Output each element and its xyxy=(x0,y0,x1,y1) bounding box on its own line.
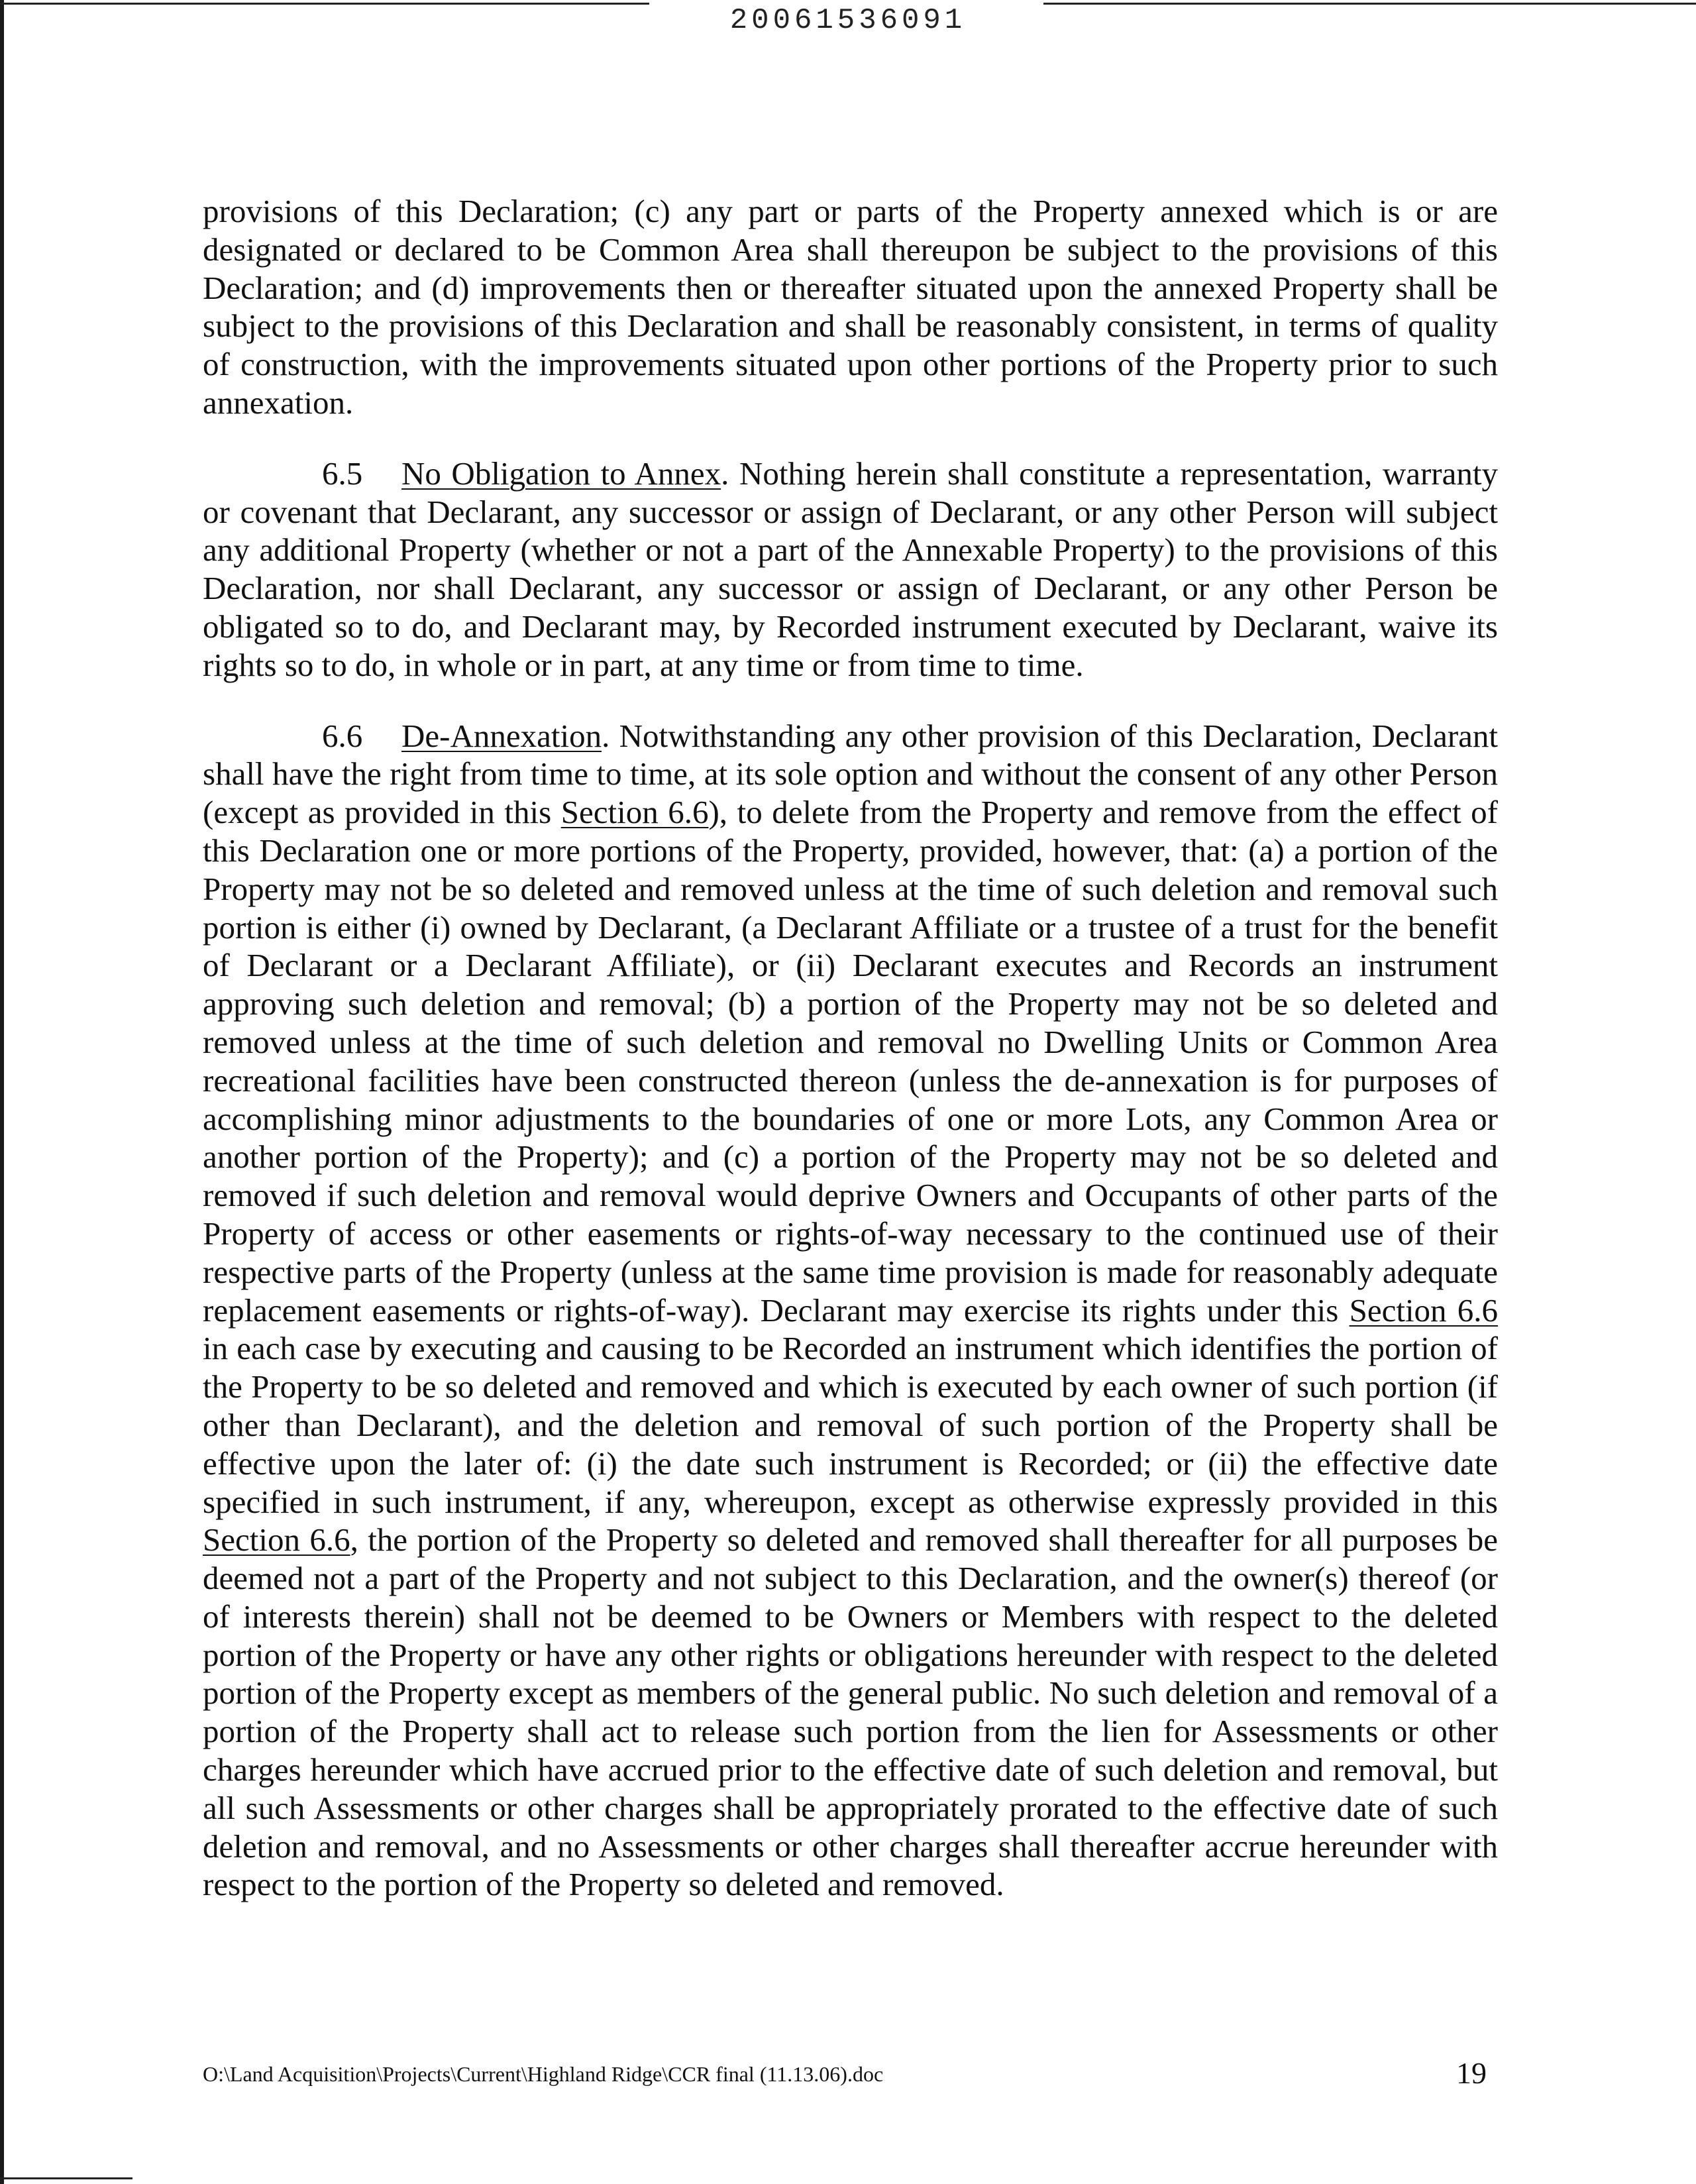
document-number: 20061536091 xyxy=(729,4,967,37)
section-text: ), to delete from the Property and remove from the effect of this Declaration one or more portions of the Property, provided, however, that: (a) a portion of the Property may not be so deleted and removed unless at the time of such deletion and removal such portion is either (i) owned by Declarant, (a Declarant Affiliate or a trustee of a trust for the benefit of Declarant or a Declarant Affiliate), or (ii) Declarant executes and Records an instrument approving such deletion and removal; (b) a portion of the Property may not be so deleted and removed unless at the time of such deletion and removal no Dwelling Units or Common Area recreational facilities have been constructed thereon (unless the de-annexation is for purposes of accomplishing minor adjustments to the boundaries of one or more Lots, any Common Area or another portion of the Property); and (c) a portion of the Property may not be so deleted and removed if such deletion and removal would deprive Owners and Occupants of other parts of the Property of access or other easements or rights-of-way necessary to the continued use of their respective parts of the Property (unless at the same time provision is made for reasonably adequate replacement easements or rights-of-way). Declarant may exercise its rights under this xyxy=(203,794,1498,1329)
page-number: 19 xyxy=(1456,2056,1487,2090)
section-number: 6.5 xyxy=(322,455,363,492)
section-text: . Notwithstanding any other provision of this Declaration, Declarant shall have the right from time to time, at its sole option and without the consent of any other Person (except as provided in this xyxy=(203,717,1498,831)
paragraph-section-6-6 xyxy=(203,717,1498,1904)
section-text: . Nothing herein shall constitute a representation, warranty or covenant that Declarant, any successor or assign of Declarant, or any other Person will subject any additional Property (whether or not a part of the Annexable Property) to the provisions of this Declaration, nor shall Declarant, any successor or assign of Declarant, or any other Person be obligated so to do, and Declarant may, by Recorded instrument executed by Declarant, waive its rights so to do, in whole or in part, at any time or from time to time. xyxy=(203,455,1498,683)
bottom-rule xyxy=(0,2177,132,2179)
section-number: 6.6 xyxy=(322,717,363,754)
paragraph-section-6-5 xyxy=(203,455,1498,684)
section-text: , the portion of the Property so deleted and removed shall thereafter for all purposes be deemed not a part of the Property and not subject to this Declaration, and the owner(s) thereof (or of interests therein) shall not be deemed to be Owners or Members with respect to the deleted portion of the Property or have any other rights or obligations hereunder with respect to the deleted portion of the Property except as members of the general public. No such deletion and removal of a portion of the Property shall act to release such portion from the lien for Assessments or other charges hereunder which have accrued prior to the effective date of such deletion and removal, but all such Assessments or other charges shall be appropriately prorated to the effective date of such deletion and removal, and no Assessments or other charges shall thereafter accrue hereunder with respect to the portion of the Property so deleted and removed. xyxy=(203,1521,1498,1903)
section-reference: Section 6.6 xyxy=(203,1521,350,1558)
scan-edge xyxy=(0,0,4,2184)
footer-file-path: O:\Land Acquisition\Projects\Current\Highland Ridge\CCR final (11.13.06).doc xyxy=(203,2062,884,2086)
paragraph-continuation: provisions of this Declaration; (c) any part or parts of the Property annexed which is or are designated or declared to be Common Area shall thereupon be subject to the provisions of this Declaration; and (d) improvements then or thereafter situated upon the annexed Property shall be subject to the provisions of this Declaration and shall be reasonably consistent, in terms of quality of construction, with the improvements situated upon other portions of the Property prior to such annexation. xyxy=(203,193,1498,421)
section-reference: Section 6.6 xyxy=(1349,1291,1499,1329)
document-body xyxy=(203,192,1498,1936)
section-title: No Obligation to Annex xyxy=(401,455,721,492)
section-reference: Section 6.6 xyxy=(560,794,709,831)
section-title: De-Annexation xyxy=(401,717,602,754)
section-text: in each case by executing and causing to be Recorded an instrument which identifies the portion of the Property to be so deleted and removed and which is executed by each owner of such portion (if other than Declarant), and the deletion and removal of such portion of the Property shall be effective upon the later of: (i) the date such instrument is Recorded; or (ii) the effective date specified in such instrument, if any, whereupon, except as otherwise expressly provided in this xyxy=(203,1330,1498,1520)
